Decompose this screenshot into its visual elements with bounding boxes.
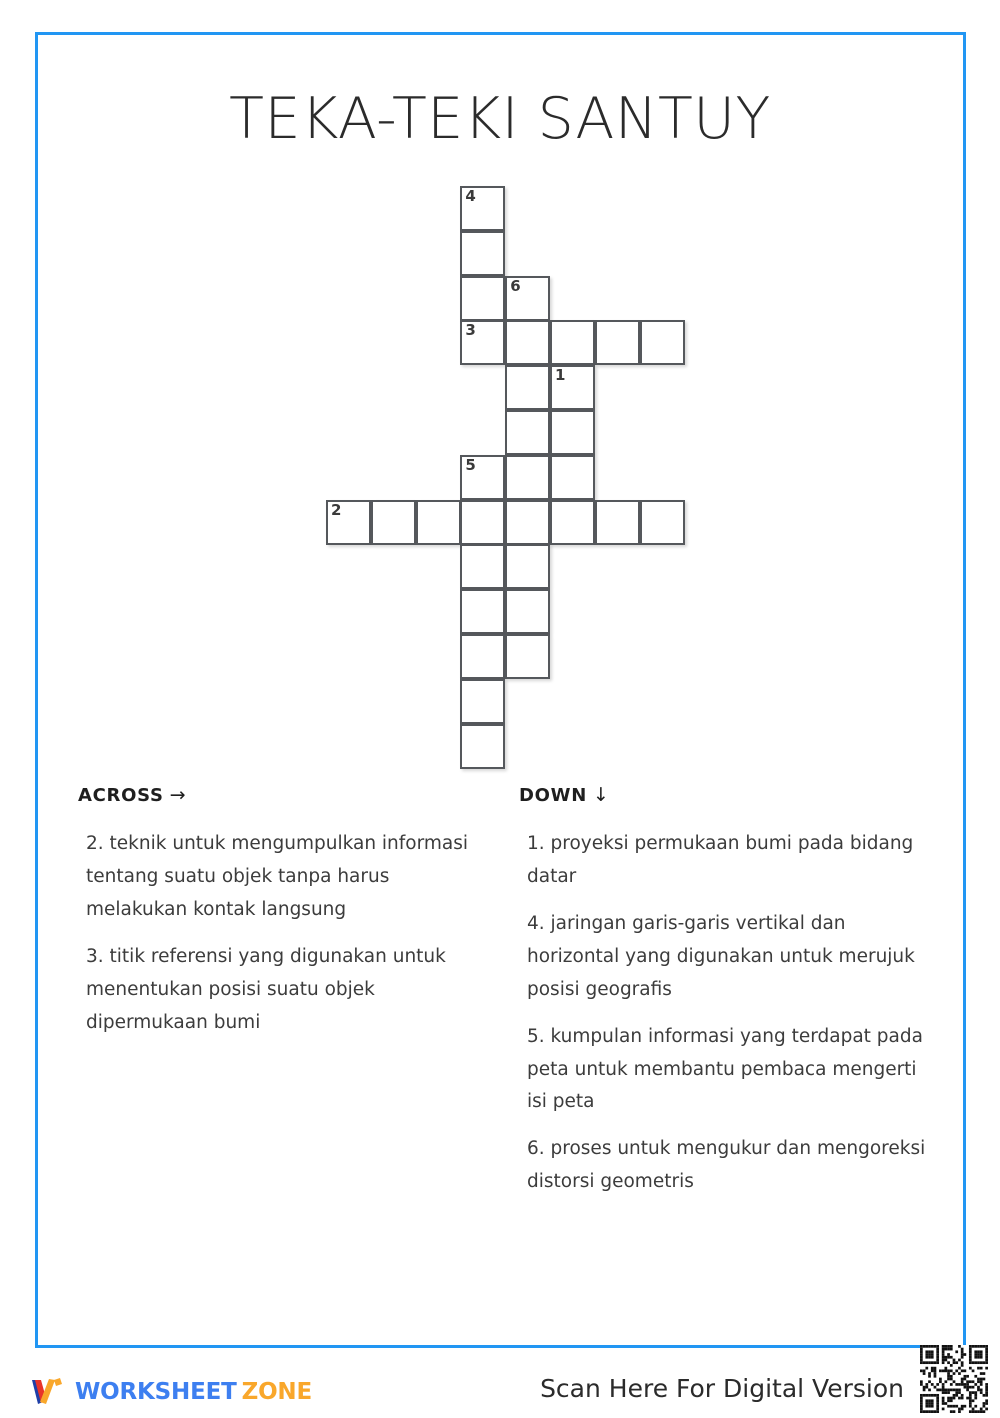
crossword-cell[interactable] (326, 500, 371, 545)
crossword-cell[interactable] (595, 500, 640, 545)
clue-item: 3. titik referensi yang digunakan untuk menentukan posisi suatu objek dipermukaan bumi (86, 945, 446, 1033)
crossword-cell[interactable] (505, 544, 550, 589)
crossword-cell[interactable] (460, 186, 505, 231)
across-heading-label: ACROSS (78, 785, 164, 806)
crossword-cell-number: 6 (510, 276, 521, 295)
clue-item: 5. kumpulan informasi yang terdapat pada peta untuk membantu pembaca mengerti isi peta (527, 1025, 923, 1113)
crossword-cell[interactable] (460, 500, 505, 545)
crossword-cell[interactable] (460, 724, 505, 769)
down-heading (519, 784, 939, 806)
crossword-cell[interactable] (460, 231, 505, 276)
clue-item: 2. teknik untuk mengumpulkan informasi tentang suatu objek tanpa harus melakukan kontak langsung (86, 833, 469, 920)
crossword-cell-number: 3 (465, 321, 476, 340)
crossword-cell[interactable] (550, 500, 595, 545)
crossword-cell[interactable] (505, 500, 550, 545)
crossword-cell[interactable] (640, 320, 685, 365)
page-title: TEKA-TEKI SANTUY (229, 86, 771, 152)
down-heading-label: DOWN (519, 785, 587, 806)
crossword-cell[interactable] (505, 365, 550, 410)
crossword-cell[interactable] (416, 500, 461, 545)
arrow-right-icon: → (169, 784, 187, 806)
worksheet-zone-logo (30, 1372, 312, 1412)
crossword-cell-number: 5 (465, 455, 476, 474)
crossword-cell[interactable] (460, 320, 505, 365)
down-clue-list (519, 828, 939, 1199)
arrow-down-icon: ↓ (592, 784, 610, 806)
crossword-cell[interactable] (460, 589, 505, 634)
crossword-cell[interactable] (460, 544, 505, 589)
crossword-cell[interactable] (550, 410, 595, 455)
crossword-cell[interactable] (505, 634, 550, 679)
crossword-cell-number: 1 (555, 366, 566, 385)
crossword-cell[interactable] (505, 455, 550, 500)
down-clues-section (519, 784, 939, 1213)
crossword-cell[interactable] (550, 455, 595, 500)
scan-here-text: Scan Here For Digital Version (540, 1374, 904, 1403)
clue-item: 4. jaringan garis-garis vertikal dan horizontal yang digunakan untuk merujuk posisi geografis (527, 912, 915, 1000)
crossword-cell[interactable] (505, 589, 550, 634)
crossword-cell[interactable] (505, 410, 550, 455)
crossword-cell[interactable] (505, 320, 550, 365)
logo-mark-icon (30, 1376, 66, 1408)
logo-word-worksheet: WORKSHEET (75, 1379, 237, 1405)
logo-word-zone: ZONE (241, 1379, 312, 1405)
crossword-cell[interactable] (460, 634, 505, 679)
crossword-cell[interactable] (640, 500, 685, 545)
crossword-cell[interactable] (371, 500, 416, 545)
across-clues-section (78, 784, 493, 1054)
across-heading (78, 784, 493, 806)
crossword-cell[interactable] (550, 320, 595, 365)
across-clue-list (78, 828, 493, 1040)
crossword-cell[interactable] (595, 320, 640, 365)
clue-item: 1. proyeksi permukaan bumi pada bidang datar (527, 833, 914, 887)
crossword-cell[interactable] (460, 679, 505, 724)
crossword-cell[interactable] (460, 276, 505, 321)
crossword-cell-number: 4 (465, 187, 476, 205)
qr-code-icon[interactable] (920, 1345, 988, 1413)
crossword-cell[interactable] (550, 365, 595, 410)
clue-item: 6. proses untuk mengukur dan mengoreksi distorsi geometris (527, 1138, 926, 1193)
crossword-cell[interactable] (505, 276, 550, 321)
crossword-cell-number: 2 (331, 500, 342, 519)
logo-text (75, 1379, 312, 1405)
crossword-cell[interactable] (460, 455, 505, 500)
